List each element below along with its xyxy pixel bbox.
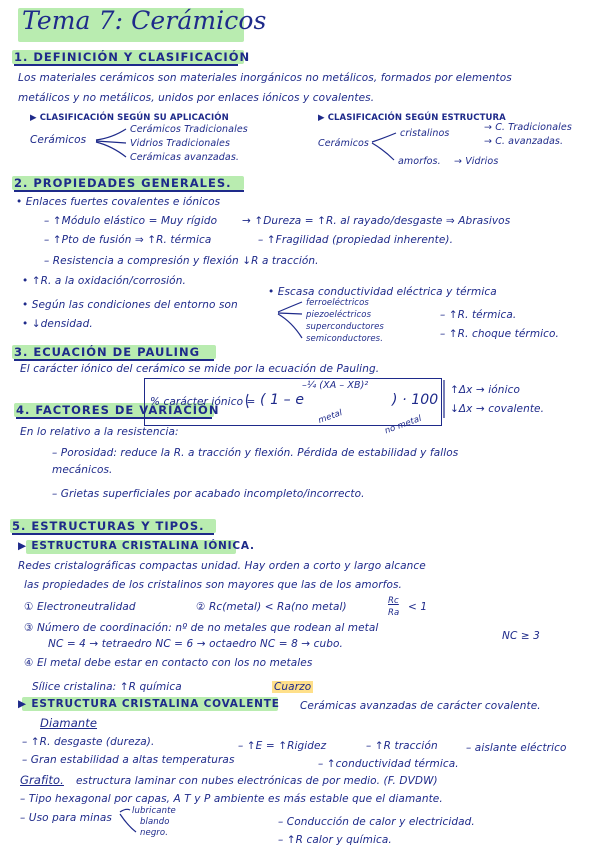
section-1-text-1: Los materiales cerámicos son materiales inorgánicos no metálicos, formados por elementos	[18, 72, 512, 84]
section-1-text-2: metálicos y no metálicos, unidos por enlaces iónicos y covalentes.	[18, 92, 375, 104]
section-1-heading: 1. DEFINICIÓN Y CLASIFICACIÓN	[14, 50, 251, 64]
prop-line: – ↑Módulo elástico = Muy rígido	[44, 215, 218, 227]
graphite-use: lubricante	[132, 806, 176, 816]
formula-left: % carácter iónico =	[150, 396, 256, 408]
graphite-use: negro.	[140, 828, 169, 838]
graphite-heading: Grafito.	[20, 773, 64, 787]
graphite-tail: estructura laminar con nubes electrónicas de por medio. (F. DVDW)	[76, 775, 438, 787]
prop-line: – ↑Fragilidad (propiedad inherente).	[258, 234, 454, 246]
classification-struct-trad: → C. Tradicionales	[484, 122, 572, 133]
classification-app-item: Cerámicas avanzadas.	[130, 152, 240, 163]
ionic-rule: NC ≥ 3	[502, 630, 540, 642]
diamond-heading: Diamante	[40, 716, 98, 730]
graphite-line: – ↑R calor y química.	[278, 834, 392, 846]
formula-body: ( 1 – e	[260, 392, 305, 408]
page-title: Tema 7: Cerámicos	[22, 6, 267, 35]
prop-line: → ↑Dureza = ↑R. al rayado/desgaste ⇒ Abrasivos	[242, 215, 511, 227]
factors-line: – Grietas superficiales por acabado incompleto/incorrecto.	[52, 488, 365, 500]
ionic-text: las propiedades de los cristalinos son mayores que las de los amorfos.	[24, 579, 402, 591]
classification-struct-avanz: → C. avanzadas.	[484, 136, 564, 147]
prop-line: – ↑Pto de fusión ⇒ ↑R. térmica	[44, 234, 212, 246]
diamond-line: – ↑R tracción	[366, 740, 438, 752]
silice-tag: Cuarzo	[274, 681, 312, 693]
silice-line: Sílice cristalina: ↑R química	[32, 681, 182, 693]
graphite-line: – Conducción de calor y electricidad.	[278, 816, 475, 828]
formula-tail: ) · 100	[392, 392, 439, 408]
ionic-rule: ① Electroneutralidad	[24, 601, 136, 613]
classification-struct-vidrios: → Vidrios	[454, 156, 499, 167]
prop-list-item: semiconductores.	[306, 334, 384, 344]
classification-app-item: Cerámicos Tradicionales	[130, 124, 248, 135]
prop-list-item: piezoeléctricos	[306, 310, 372, 320]
section-3-heading: 3. ECUACIÓN DE PAULING	[14, 345, 201, 359]
subsection-ionic: ▶ ESTRUCTURA CRISTALINA IÓNICA.	[18, 540, 255, 552]
factors-text: En lo relativo a la resistencia:	[20, 426, 179, 438]
section-5-heading: 5. ESTRUCTURAS Y TIPOS.	[12, 519, 205, 533]
subsection-covalent: ▶ ESTRUCTURA CRISTALINA COVALENTE	[18, 698, 280, 710]
diamond-line: – aislante eléctrico	[466, 742, 567, 754]
prop-line: – Resistencia a compresión y flexión ↓R a tracción.	[44, 255, 319, 267]
diamond-line: – ↑E = ↑Rigidez	[238, 740, 327, 752]
prop-list-item: superconductores	[306, 322, 384, 332]
covalent-tail: Cerámicas avanzadas de carácter covalente.	[300, 700, 541, 712]
graphite-line: – Uso para minas	[20, 812, 112, 824]
prop-line: – ↑R. choque térmico.	[440, 328, 559, 340]
ionic-rule: ④ El metal debe estar en contacto con los no metales	[24, 657, 313, 669]
prop-line: • Según las condiciones del entorno son	[22, 299, 238, 311]
classification-app-root: Cerámicos	[30, 134, 87, 146]
section-4-heading: 4. FACTORES DE VARIACIÓN	[16, 403, 220, 417]
prop-line: • ↑R. a la oxidación/corrosión.	[22, 275, 186, 287]
factors-line: mecánicos.	[52, 464, 113, 476]
classification-struct-title: ▶ CLASIFICACIÓN SEGÚN ESTRUCTURA	[318, 113, 506, 123]
classification-app-item: Vidrios Tradicionales	[130, 138, 231, 149]
classification-app-title: ▶ CLASIFICACIÓN SEGÚN SU APLICACIÓN	[30, 113, 229, 123]
formula-annot-nometal: no metal	[383, 413, 424, 437]
ionic-frac-tail: < 1	[408, 601, 428, 613]
ionic-rule: ③ Número de coordinación: nº de no metales que rodean al metal	[24, 622, 379, 634]
graphite-use: blando	[140, 817, 170, 827]
prop-list-item: ferroeléctricos	[306, 298, 369, 308]
formula-annot-metal: metal	[317, 408, 344, 426]
ionic-frac-num: Rc	[388, 596, 399, 606]
ionic-text: Redes cristalográficas compactas unidad. Hay orden a corto y largo alcance	[18, 560, 426, 572]
section-2-heading: 2. PROPIEDADES GENERALES.	[14, 176, 232, 190]
ionic-rule: ② Rc(metal) < Ra(no metal)	[196, 601, 347, 613]
factors-line: – Porosidad: reduce la R. a tracción y flexión. Pérdida de estabilidad y fallos	[52, 447, 459, 459]
classification-struct-root: Cerámicos	[318, 138, 369, 149]
formula-side-2: ↓Δx → covalente.	[450, 403, 545, 415]
prop-line: • Enlaces fuertes covalentes e iónicos	[16, 196, 221, 208]
classification-struct-cristalinos: cristalinos	[400, 128, 450, 139]
classification-struct-amorfos: amorfos.	[398, 156, 441, 167]
diamond-line: – Gran estabilidad a altas temperaturas	[22, 754, 235, 766]
pauling-text: El carácter iónico del cerámico se mide por la ecuación de Pauling.	[20, 363, 380, 375]
prop-line: • Escasa conductividad eléctrica y térmica	[268, 286, 497, 298]
diamond-line: – ↑R. desgaste (dureza).	[22, 736, 155, 748]
prop-line: – ↑R. térmica.	[440, 309, 517, 321]
graphite-line: – Tipo hexagonal por capas, A T y P ambiente es más estable que el diamante.	[20, 793, 443, 805]
diamond-line: – ↑conductividad térmica.	[318, 758, 459, 770]
ionic-frac-den: Ra	[388, 608, 400, 618]
formula-side-1: ↑Δx → iónico	[450, 384, 520, 396]
prop-line: • ↓densidad.	[22, 318, 93, 330]
ionic-rule: NC = 4 → tetraedro NC = 6 → octaedro NC = 8 → cubo.	[48, 638, 343, 650]
formula-exponent: –¼ (XA – XB)²	[302, 380, 369, 391]
